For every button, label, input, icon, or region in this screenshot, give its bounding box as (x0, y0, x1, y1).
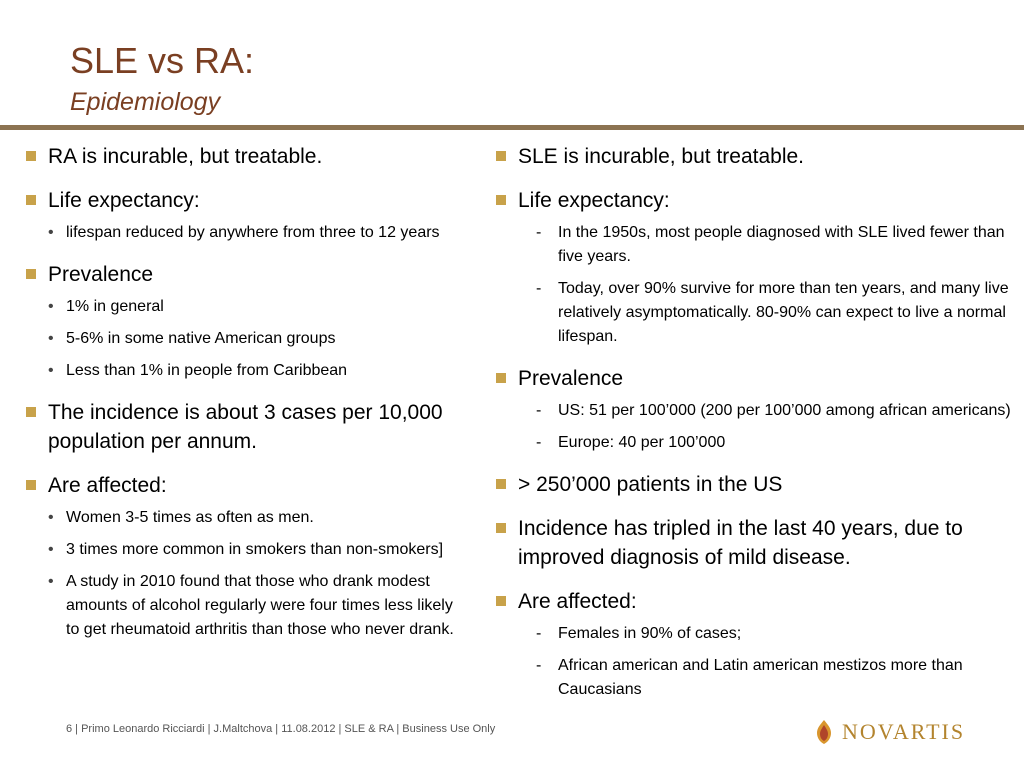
bullet-item (26, 142, 460, 171)
bullet-text: Life expectancy: (48, 189, 200, 212)
sub-bullet: • 1% in general (48, 295, 460, 319)
bullet-item (496, 470, 1020, 499)
bullet-text: Life expectancy: (518, 189, 670, 212)
bullet-text: RA is incurable, but treatable. (48, 145, 323, 168)
bullet-item (26, 471, 460, 642)
bullet-item (26, 186, 460, 245)
bullet-text: Are affected: (48, 474, 167, 497)
bullet-item (496, 364, 1020, 455)
bullet-text: The incidence is about 3 cases per 10,000 population per annum. (48, 401, 443, 453)
bullet-item (496, 587, 1020, 702)
bullet-text: > 250’000 patients in the US (518, 473, 783, 496)
bullet-item (496, 142, 1020, 171)
slide-title: SLE vs RA: (70, 40, 255, 81)
sub-list (48, 295, 460, 383)
bullet-item (496, 514, 1020, 572)
sub-list (518, 622, 1020, 702)
sub-bullet: • A study in 2010 found that those who drank modest amounts of alcohol regularly were four times less likely to get rheumatoid arthritis than those who never drank. (48, 570, 460, 642)
novartis-logo-text: NOVARTIS (842, 719, 966, 744)
bullet-text: SLE is incurable, but treatable. (518, 145, 805, 168)
bullet-text: Are affected: (518, 590, 637, 613)
sub-list (518, 221, 1020, 349)
sub-bullet: • lifespan reduced by anywhere from three to 12 years (48, 221, 460, 245)
sub-bullet: - Today, over 90% survive for more than ten years, and many live relatively asymptomatically. 80-90% can expect to live a normal lifespan. (518, 277, 1020, 349)
bullet-item (26, 398, 460, 456)
novartis-logo (812, 718, 965, 746)
bullet-item (26, 260, 460, 383)
novartis-flame-icon (812, 719, 836, 745)
sub-bullet: - In the 1950s, most people diagnosed with SLE lived fewer than five years. (518, 221, 1020, 269)
sub-bullet: • 5-6% in some native American groups (48, 327, 460, 351)
title-divider (0, 125, 1024, 130)
bullet-item (496, 186, 1020, 349)
slide-subtitle: Epidemiology (70, 88, 221, 116)
sub-list (48, 221, 460, 245)
sub-bullet: - African american and Latin american mestizos more than Caucasians (518, 654, 1020, 702)
sle-column (496, 142, 1020, 717)
slide-footer: 6 | Primo Leonardo Ricciardi | J.Maltchova | 11.08.2012 | SLE & RA | Business Use Only (66, 723, 496, 735)
sub-bullet: • 3 times more common in smokers than non-smokers] (48, 538, 460, 562)
sub-list (518, 399, 1020, 455)
sub-bullet: - US: 51 per 100’000 (200 per 100’000 among african americans) (518, 399, 1020, 423)
sub-list (48, 506, 460, 642)
sub-bullet: - Females in 90% of cases; (518, 622, 1020, 646)
bullet-text: Incidence has tripled in the last 40 years, due to improved diagnosis of mild disease. (518, 517, 963, 569)
bullet-text: Prevalence (518, 367, 624, 390)
ra-column (26, 142, 460, 657)
sub-bullet: - Europe: 40 per 100’000 (518, 431, 1020, 455)
bullet-text: Prevalence (48, 263, 154, 286)
sub-bullet: • Less than 1% in people from Caribbean (48, 359, 460, 383)
sub-bullet: • Women 3-5 times as often as men. (48, 506, 460, 530)
